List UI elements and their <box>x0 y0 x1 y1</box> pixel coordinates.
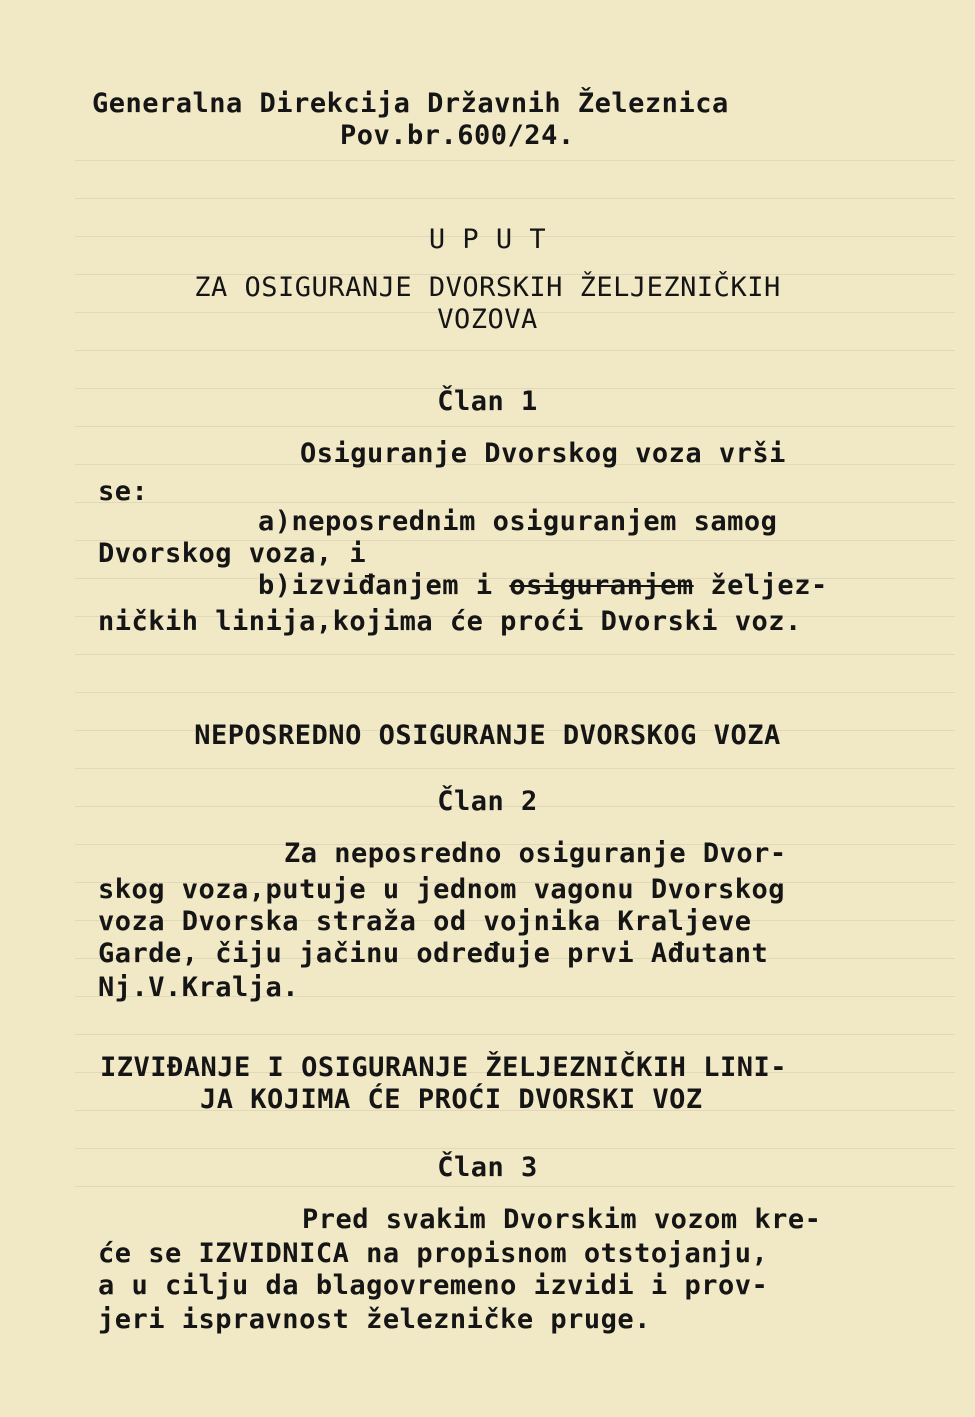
title-line2: VOZOVA <box>437 304 538 335</box>
clan2-line1: Za neposredno osiguranje Dvor- <box>284 838 787 869</box>
clan1-line2: se: <box>98 476 149 507</box>
clan3-heading: Član 3 <box>437 1152 538 1183</box>
clan1-line1: Osiguranje Dvorskog voza vrši <box>300 438 786 469</box>
header-line1: Generalna Direkcija Državnih Železnica <box>92 88 729 119</box>
clan3-line4: jeri ispravnost železničke pruge. <box>98 1304 651 1335</box>
section2-line2: JA KOJIMA ĆE PROĆI DVORSKI VOZ <box>200 1084 703 1115</box>
clan1-line4: Dvorskog voza, i <box>98 538 367 569</box>
clan2-heading: Član 2 <box>437 786 538 817</box>
clan1-line5-a: b)izviđanjem i <box>258 570 510 601</box>
clan1-line5 <box>258 570 828 602</box>
clan2-line3: voza Dvorska straža od vojnika Kraljeve <box>98 906 752 937</box>
clan1-heading: Član 1 <box>437 386 538 417</box>
section2-line1: IZVIĐANJE I OSIGURANJE ŽELJEZNIČKIH LINI- <box>100 1052 787 1083</box>
clan1-line3: a)neposrednim osiguranjem samog <box>258 506 778 537</box>
clan3-line1: Pred svakim Dvorskim vozom kre- <box>302 1204 822 1235</box>
header-line2: Pov.br.600/24. <box>340 120 575 151</box>
clan1-line5-b: željez- <box>693 570 828 601</box>
clan1-line5-strike: osiguranjem <box>509 570 694 601</box>
section1-title: NEPOSREDNO OSIGURANJE DVORSKOG VOZA <box>194 720 781 751</box>
clan3-line2: će se IZVIDNICA na propisnom otstojanju, <box>98 1238 769 1269</box>
clan2-line2: skog voza,putuje u jednom vagonu Dvorskog <box>98 874 785 905</box>
clan3-line3: a u cilju da blagovremeno izvidi i prov- <box>98 1270 769 1301</box>
clan1-line6: ničkih linija,kojima će proći Dvorski voz. <box>98 606 802 637</box>
title-line1: ZA OSIGURANJE DVORSKIH ŽELJEZNIČKIH <box>194 272 781 303</box>
clan2-line4: Garde, čiju jačinu određuje prvi Ađutant <box>98 938 769 969</box>
clan2-line5: Nj.V.Kralja. <box>98 972 300 1003</box>
title-uput: U P U T <box>428 224 547 255</box>
